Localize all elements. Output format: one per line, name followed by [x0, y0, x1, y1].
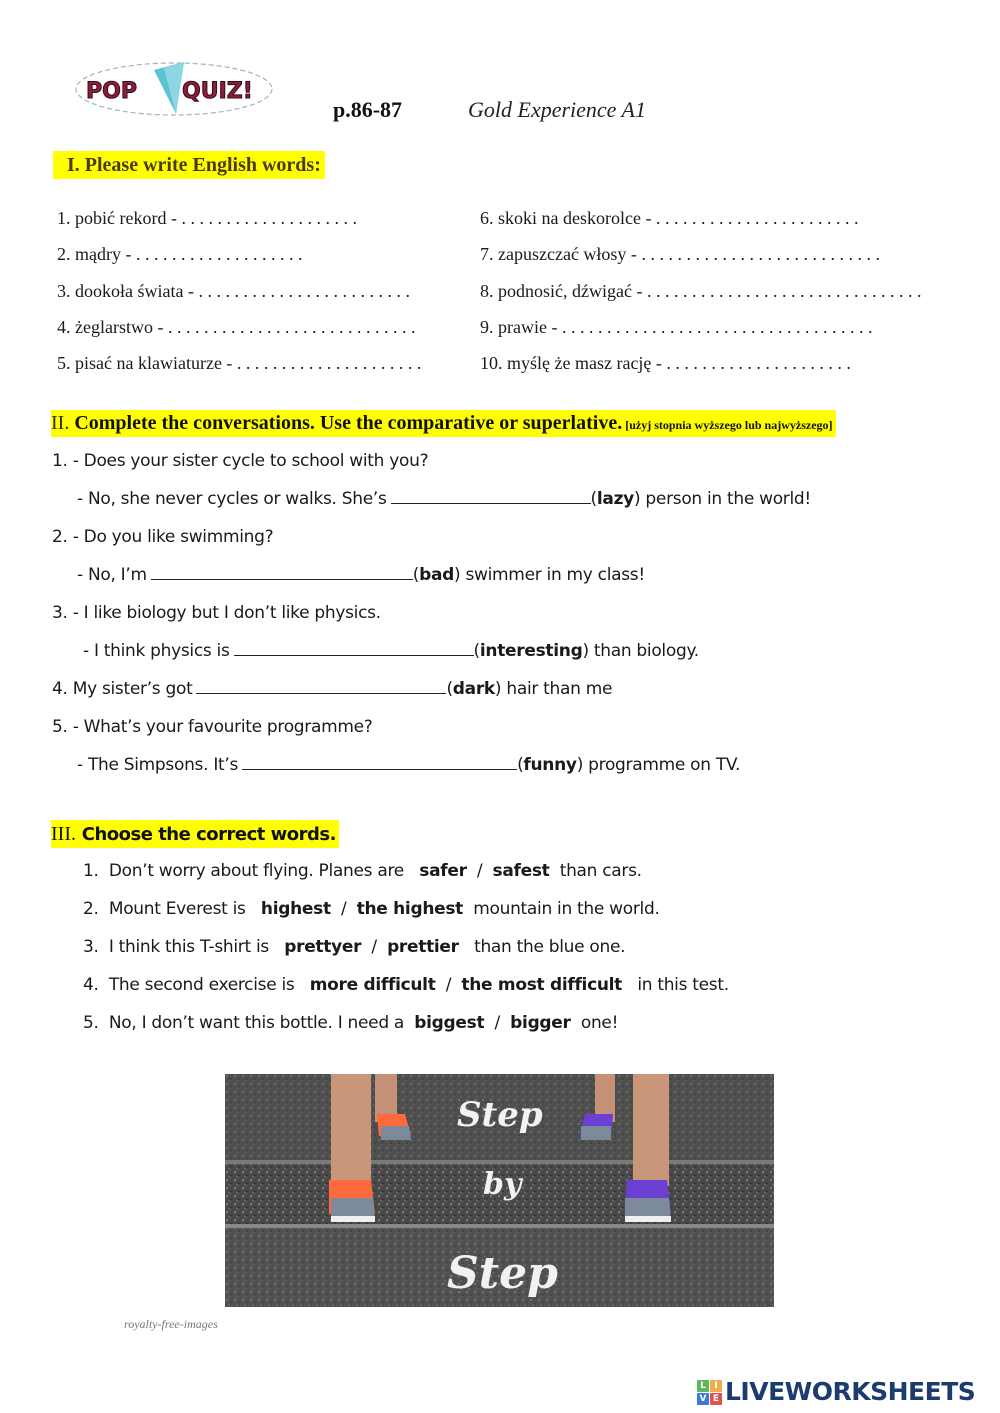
conversation-line: - I think physics is (interesting) than biology. [83, 641, 699, 661]
option-1[interactable]: prettyer [284, 937, 362, 957]
option-2[interactable]: the most difficult [461, 975, 623, 995]
svg-text:by: by [483, 1167, 522, 1202]
brand-name: LIVEWORKSHEETS [725, 1377, 976, 1406]
answer-dots[interactable]: . . . . . . . . . . . . . . . . . . . . . . . . . . . [641, 244, 880, 264]
option-2[interactable]: safest [492, 861, 550, 881]
option-1[interactable]: highest [260, 899, 331, 919]
option-2[interactable]: the highest [356, 899, 464, 919]
answer-dots[interactable]: . . . . . . . . . . . . . . . . . . . . . [236, 353, 422, 373]
answer-dots[interactable]: . . . . . . . . . . . . . . . . . . . . . [666, 353, 851, 373]
option-2[interactable]: bigger [510, 1013, 571, 1033]
book-title: Gold Experience A1 [468, 97, 646, 122]
conversation-line: - The Simpsons. It’s (funny) programme on TV. [77, 755, 741, 775]
vocab-item-2[interactable]: 2. mądry - . . . . . . . . . . . . . . . . . . . [57, 244, 303, 264]
svg-text:Step: Step [457, 1095, 543, 1135]
conversation-line: - No, I’m (bad) swimmer in my class! [77, 565, 645, 585]
section-3-heading: III. Choose the correct words. [51, 820, 339, 848]
option-1[interactable]: safer [419, 861, 467, 881]
answer-blank[interactable] [391, 488, 591, 504]
answer-dots[interactable]: . . . . . . . . . . . . . . . . . . . . . . . [655, 208, 859, 228]
liveworksheets-brand[interactable] [697, 1377, 975, 1407]
live-logo-icon: L I V E [697, 1380, 722, 1405]
choice-item-3: 3. I think this T-shirt is prettyer / prettier than the blue one. [83, 937, 626, 957]
vocab-item-8[interactable]: 8. podnosić, dźwigać - . . . . . . . . . . . . . . . . . . . . . . . . . . . . . . . [480, 281, 922, 301]
vocab-item-10[interactable]: 10. myślę że masz rację - . . . . . . . . . . . . . . . . . . . . . [480, 353, 851, 373]
svg-text:QUIZ!: QUIZ! [182, 79, 253, 104]
answer-dots[interactable]: . . . . . . . . . . . . . . . . . . . [135, 244, 303, 264]
choice-item-5: 5. No, I don’t want this bottle. I need a biggest / bigger one! [83, 1013, 619, 1033]
vocab-item-1[interactable]: 1. pobić rekord - . . . . . . . . . . . . . . . . . . . . [57, 208, 357, 228]
choice-item-2: 2. Mount Everest is highest / the highest mountain in the world. [83, 899, 660, 919]
conversation-line: 3. - I like biology but I don’t like physics. [52, 603, 381, 623]
answer-dots[interactable]: . . . . . . . . . . . . . . . . . . . . [181, 208, 357, 228]
step-by-step-photo [225, 1074, 774, 1307]
section-1-heading: I. Please write English words: [53, 151, 325, 179]
vocab-item-3[interactable]: 3. dookoła świata - . . . . . . . . . . . . . . . . . . . . . . . . [57, 281, 410, 301]
vocab-item-5[interactable]: 5. pisać na klawiaturze - . . . . . . . . . . . . . . . . . . . . . [57, 353, 422, 373]
vocab-item-6[interactable]: 6. skoki na deskorolce - . . . . . . . . . . . . . . . . . . . . . . . [480, 208, 859, 228]
conversation-line: 1. - Does your sister cycle to school with you? [52, 451, 429, 471]
section-2-heading: II. Complete the conversations. Use the comparative or superlative. [użyj stopnia wyższego lub najwyższego] [51, 410, 836, 437]
svg-text:Step: Step [447, 1248, 558, 1299]
vocab-item-4[interactable]: 4. żeglarstwo - . . . . . . . . . . . . . . . . . . . . . . . . . . . . [57, 317, 416, 337]
answer-blank[interactable] [151, 564, 413, 580]
paper-plane-icon [72, 56, 277, 120]
conversation-line: 5. - What’s your favourite programme? [52, 717, 373, 737]
conversation-line: 2. - Do you like swimming? [52, 527, 274, 547]
image-credit: royalty-free-images [124, 1317, 218, 1331]
option-2[interactable]: prettier [387, 937, 459, 957]
choice-item-4: 4. The second exercise is more difficult / the most difficult in this test. [83, 975, 729, 995]
conversation-line: - No, she never cycles or walks. She’s (lazy) person in the world! [77, 489, 811, 509]
choice-item-1: 1. Don’t worry about flying. Planes are safer / safest than cars. [83, 861, 642, 881]
answer-blank[interactable] [234, 640, 474, 656]
option-1[interactable]: more difficult [309, 975, 436, 995]
vocab-item-9[interactable]: 9. prawie - . . . . . . . . . . . . . . . . . . . . . . . . . . . . . . . . . . . [480, 317, 873, 337]
pop-quiz-logo [72, 56, 277, 120]
conversation-line: 4. My sister’s got (dark) hair than me [52, 679, 613, 699]
option-1[interactable]: biggest [414, 1013, 485, 1033]
answer-blank[interactable] [242, 754, 517, 770]
answer-dots[interactable]: . . . . . . . . . . . . . . . . . . . . . . . . . . . . [167, 317, 416, 337]
page-reference: p.86-87 [333, 97, 403, 122]
answer-dots[interactable]: . . . . . . . . . . . . . . . . . . . . . . . . . . . . . . . . . . . [561, 317, 873, 337]
answer-blank[interactable] [196, 678, 446, 694]
answer-dots[interactable]: . . . . . . . . . . . . . . . . . . . . . . . . [198, 281, 410, 301]
vocab-item-7[interactable]: 7. zapuszczać włosy - . . . . . . . . . . . . . . . . . . . . . . . . . . . [480, 244, 880, 264]
answer-dots[interactable]: . . . . . . . . . . . . . . . . . . . . . . . . . . . . . . . [646, 281, 922, 301]
svg-text:POP: POP [86, 79, 137, 104]
